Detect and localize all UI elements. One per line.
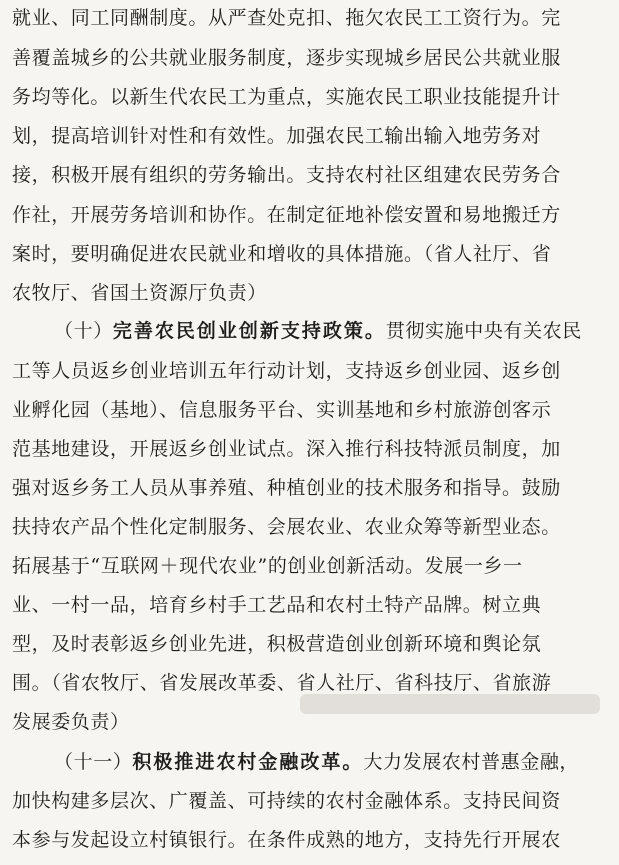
text-line: 拓展基于“互联网＋现代农业”的创业创新活动。发展一乡一	[12, 555, 523, 577]
section-heading: 积极推进农村金融改革。	[132, 751, 364, 773]
section-heading-line	[0, 314, 619, 348]
text-line: 农牧厅、省国土资源厅负责）	[12, 282, 267, 304]
text-line: 案时，要明确促进农民就业和增收的具体措施。（省人社厅、省	[12, 243, 552, 265]
text-line: 接，积极开展有组织的劳务输出。支持农村社区组建农民劳务合	[12, 164, 561, 186]
text-line: 型，及时表彰返乡创业先进，积极营造创业创新环境和舆论氛	[12, 633, 542, 655]
section-number: （十）	[54, 320, 113, 342]
text-line: 工等人员返乡创业培训五年行动计划，支持返乡创业园、返乡创	[12, 360, 561, 382]
text-line: 作社，开展劳务培训和协作。在制定征地补偿安置和易地搬迁方	[12, 204, 561, 226]
text-line: 范基地建设，开展返乡创业试点。深入推行科技特派员制度，加	[12, 438, 561, 460]
text-line: 发展委负责）	[12, 711, 130, 733]
text-line: 加快构建多层次、广覆盖、可持续的农村金融体系。支持民间资	[12, 790, 561, 812]
text-line: 划，提高培训针对性和有效性。加强农民工输出输入地劳务对	[12, 125, 542, 147]
section-heading-line	[0, 745, 619, 779]
text-line: 业、一村一品，培育乡村手工艺品和农村土特产品牌。树立典	[12, 594, 542, 616]
section-heading: 完善农民创业创新支持政策。	[112, 320, 386, 342]
text-line: 扶持农产品个性化定制服务、会展农业、农业众筹等新型业态。	[12, 516, 561, 538]
text-line: 强对返乡务工人员从事养殖、种植创业的技术服务和指导。鼓励	[12, 477, 561, 499]
text-span: 大力发展农村普惠金融，	[363, 751, 580, 773]
text-span: 贯彻实施中央有关农民	[385, 320, 582, 342]
section-number: （十一）	[54, 751, 133, 773]
text-line: 就业、同工同酬制度。从严查处克扣、拖欠农民工工资行为。完	[12, 7, 561, 29]
text-line: 业孵化园（基地）、信息服务平台、实训基地和乡村旅游创客示	[12, 399, 552, 421]
text-line: 本参与发起设立村镇银行。在条件成熟的地方，支持先行开展农	[12, 829, 561, 851]
text-line: 围。（省农牧厅、省发展改革委、省人社厅、省科技厅、省旅游	[12, 672, 552, 694]
text-line: 务均等化。以新生代农民工为重点，实施农民工职业技能提升计	[12, 86, 561, 108]
text-line: 善覆盖城乡的公共就业服务制度，逐步实现城乡居民公共就业服	[12, 47, 561, 69]
